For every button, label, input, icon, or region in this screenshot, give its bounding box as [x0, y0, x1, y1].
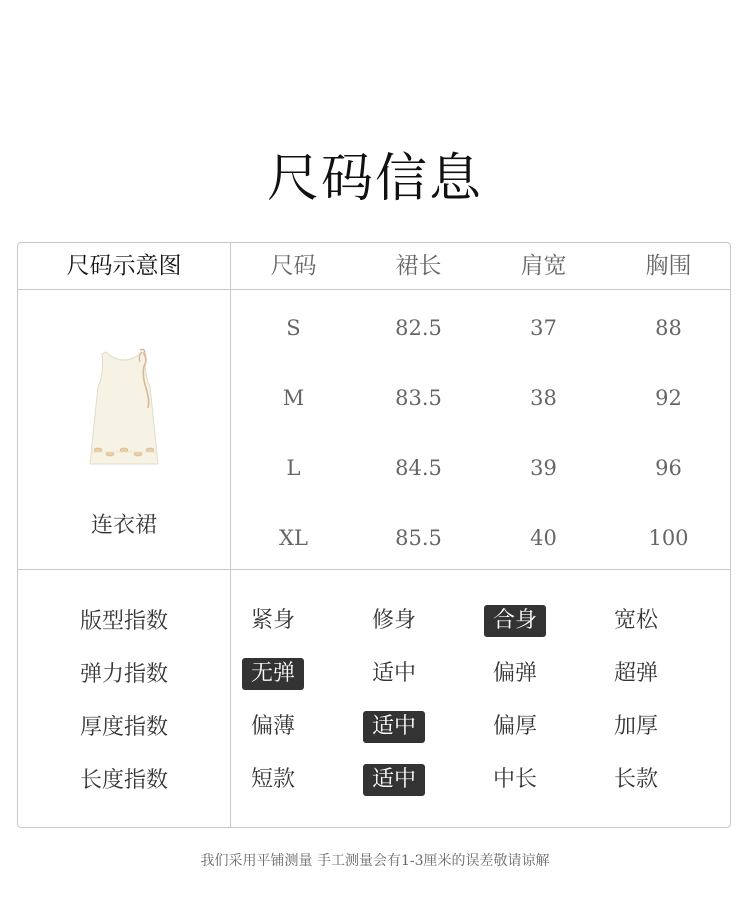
- index-option: 加厚: [613, 714, 658, 739]
- cell-shoulder: 37: [530, 316, 557, 340]
- index-option: 合身: [484, 605, 546, 637]
- table-row: [231, 378, 731, 418]
- index-label: 弹力指数: [79, 662, 168, 687]
- index-option: 修身: [371, 608, 416, 633]
- index-options: [242, 658, 726, 692]
- index-option: 偏厚: [492, 714, 537, 739]
- cell-length: 84.5: [395, 456, 442, 480]
- index-row-stretch: [18, 658, 731, 692]
- table-row: [231, 308, 731, 348]
- table-row: [231, 448, 731, 488]
- index-label: 版型指数: [79, 609, 168, 634]
- index-row-length: [18, 764, 731, 798]
- header-size: 尺码: [270, 253, 317, 279]
- cell-size: L: [286, 456, 301, 480]
- cell-shoulder: 38: [530, 386, 557, 410]
- index-options: [242, 764, 726, 798]
- index-row-fit: [18, 605, 731, 639]
- index-option: 偏薄: [250, 714, 295, 739]
- index-options: [242, 711, 726, 745]
- cell-bust: 100: [648, 526, 689, 550]
- cell-length: 83.5: [395, 386, 442, 410]
- cell-bust: 88: [655, 316, 682, 340]
- cell-length: 85.5: [395, 526, 442, 550]
- index-option: 超弹: [613, 661, 658, 686]
- fit-index-section: [18, 570, 731, 828]
- cell-shoulder: 40: [530, 526, 557, 550]
- header-bust: 胸围: [645, 253, 692, 279]
- cell-size: XL: [279, 526, 308, 550]
- size-table: [17, 242, 731, 828]
- index-option: 适中: [363, 764, 425, 796]
- header-shoulder: 肩宽: [520, 253, 567, 279]
- header-length: 裙长: [395, 253, 442, 279]
- cell-shoulder: 39: [530, 456, 557, 480]
- cell-size: S: [286, 316, 301, 340]
- page-title: 尺码信息: [266, 149, 483, 209]
- sleeveless-dress-icon: [84, 346, 164, 474]
- cell-bust: 96: [655, 456, 682, 480]
- table-row: [231, 518, 731, 558]
- index-option: 宽松: [613, 608, 658, 633]
- index-label: 长度指数: [79, 768, 168, 793]
- measurement-note: 我们采用平铺测量 手工测量会有1-3厘米的误差敬请谅解: [200, 853, 550, 869]
- diagram-header: 尺码示意图: [66, 253, 182, 279]
- size-table-header: [231, 243, 731, 289]
- index-options: [242, 605, 726, 639]
- index-option: 长款: [613, 767, 658, 792]
- index-option: 适中: [363, 711, 425, 743]
- index-option: 无弹: [242, 658, 304, 690]
- cell-bust: 92: [655, 386, 682, 410]
- garment-diagram: [18, 290, 230, 569]
- index-option: 紧身: [250, 608, 295, 633]
- size-rows: [231, 290, 731, 569]
- cell-size: M: [282, 386, 305, 410]
- index-option: 短款: [250, 767, 295, 792]
- index-label: 厚度指数: [79, 715, 168, 740]
- index-option: 适中: [371, 661, 416, 686]
- index-option: 偏弹: [492, 661, 537, 686]
- cell-length: 82.5: [395, 316, 442, 340]
- index-option: 中长: [492, 767, 537, 792]
- garment-label: 连衣裙: [90, 513, 157, 538]
- index-row-thickness: [18, 711, 731, 745]
